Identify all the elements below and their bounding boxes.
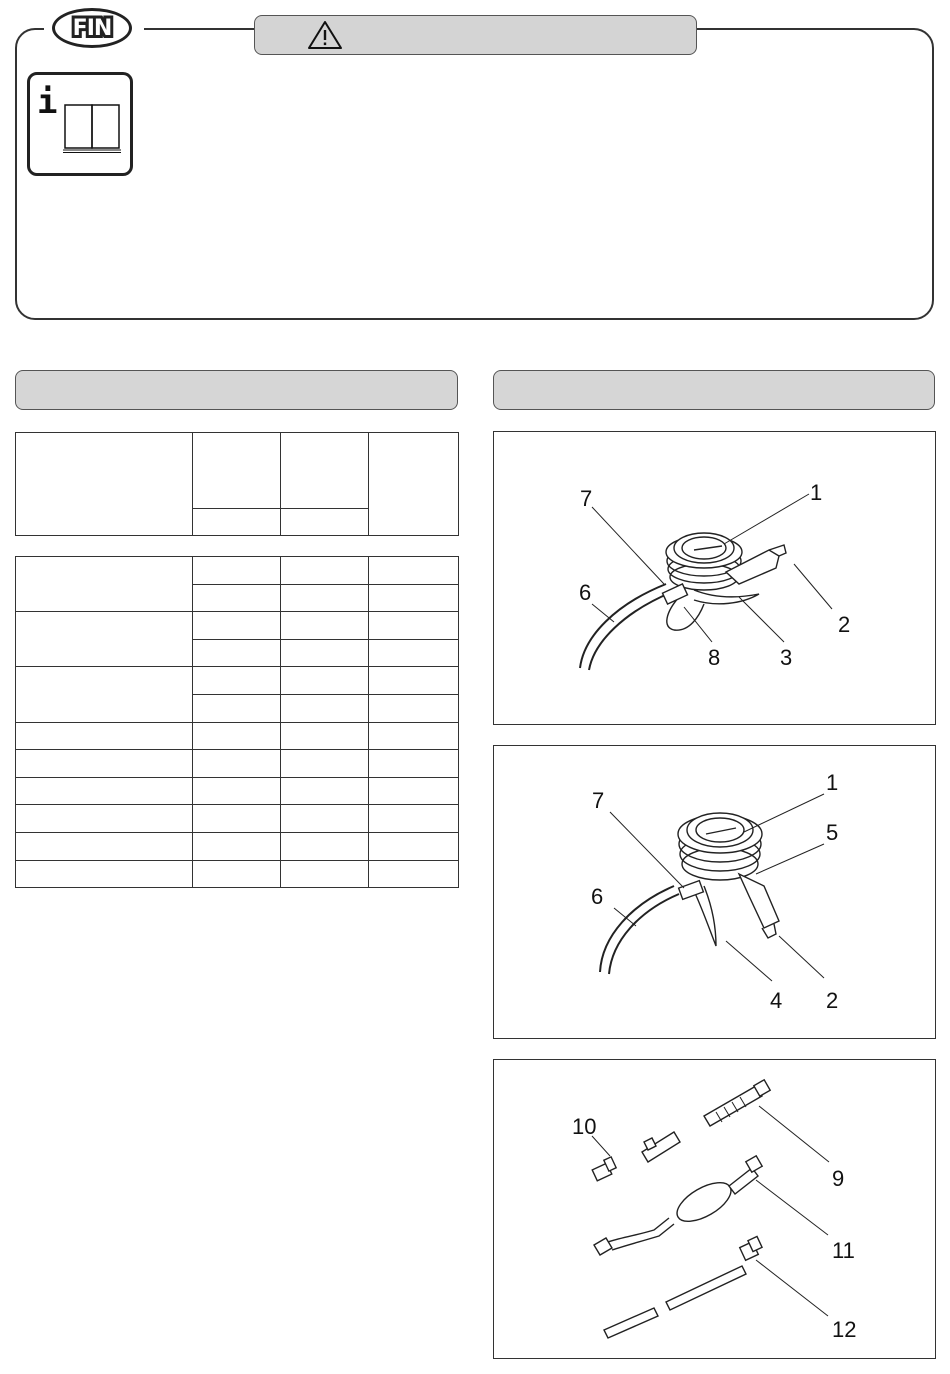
- table-cell: [281, 639, 369, 667]
- table-cell: [369, 584, 459, 612]
- table-cell: [369, 557, 459, 585]
- callout-label: 7: [580, 486, 593, 511]
- inflator-gun-a-drawing: [494, 432, 935, 724]
- table-cell: [16, 557, 193, 612]
- inflator-gun-b-drawing: [494, 746, 935, 1038]
- table-cell: [281, 777, 369, 805]
- table-cell: [369, 750, 459, 778]
- table-cell: [281, 860, 369, 888]
- table-cell: [193, 777, 281, 805]
- table-cell: [16, 832, 193, 860]
- info-manual-icon: [27, 72, 133, 176]
- callout-label: 1: [826, 770, 839, 795]
- table-cell: [16, 777, 193, 805]
- section-header-right: [493, 370, 935, 410]
- spec-table-header: [15, 432, 459, 536]
- table-cell: [369, 694, 459, 722]
- table-cell: [16, 750, 193, 778]
- table-cell: [16, 612, 193, 667]
- table-header-cell: [193, 509, 281, 536]
- table-cell: [281, 805, 369, 833]
- table-cell: [193, 694, 281, 722]
- spec-table-body: [15, 556, 459, 888]
- table-cell: [369, 612, 459, 640]
- table-cell: [16, 722, 193, 750]
- table-cell: [193, 860, 281, 888]
- table-cell: [281, 750, 369, 778]
- callout-label: 6: [579, 580, 592, 605]
- table-cell: [281, 722, 369, 750]
- table-cell: [193, 557, 281, 585]
- table-cell: [369, 777, 459, 805]
- table-row: [16, 722, 459, 750]
- table-cell: [193, 667, 281, 695]
- callout-label: 6: [591, 884, 604, 909]
- table-row: [16, 612, 459, 640]
- language-badge: [52, 8, 132, 48]
- table-cell: [193, 805, 281, 833]
- table-cell: [369, 805, 459, 833]
- callout-label: 7: [592, 788, 605, 813]
- table-cell: [281, 612, 369, 640]
- callouts-figure-2: [591, 770, 838, 1013]
- language-code: FIN: [72, 15, 112, 41]
- table-cell: [369, 722, 459, 750]
- table-header-cell: [16, 433, 193, 536]
- callout-label: 2: [826, 988, 839, 1013]
- table-cell: [281, 557, 369, 585]
- table-header-cell: [369, 433, 459, 536]
- section-header-left: [15, 370, 458, 410]
- table-cell: [193, 832, 281, 860]
- accessories-drawing: [494, 1060, 935, 1358]
- table-cell: [193, 612, 281, 640]
- figure-accessories: [493, 1059, 936, 1359]
- table-cell: [193, 750, 281, 778]
- table-row: [16, 805, 459, 833]
- callout-label: 4: [770, 988, 783, 1013]
- callout-label: 5: [826, 820, 839, 845]
- table-header-cell: [281, 433, 369, 509]
- callout-label: 11: [832, 1238, 855, 1263]
- callout-label: 10: [572, 1114, 597, 1139]
- table-cell: [369, 667, 459, 695]
- table-row: [16, 832, 459, 860]
- callouts-figure-3: [572, 1114, 856, 1342]
- callout-label: 1: [810, 480, 823, 505]
- warning-frame: [15, 28, 934, 320]
- table-cell: [281, 694, 369, 722]
- table-cell: [369, 832, 459, 860]
- callout-label: 3: [780, 645, 793, 670]
- table-cell: [281, 832, 369, 860]
- table-header-cell: [193, 433, 281, 509]
- warning-triangle-icon: [306, 19, 344, 51]
- table-cell: [193, 584, 281, 612]
- table-row: [16, 750, 459, 778]
- table-cell: [369, 639, 459, 667]
- table-cell: [16, 805, 193, 833]
- svg-text:i: i: [37, 82, 58, 122]
- table-cell: [16, 860, 193, 888]
- table-cell: [193, 722, 281, 750]
- table-row: [16, 667, 459, 695]
- table-row: [16, 557, 459, 585]
- callout-label: 12: [832, 1317, 857, 1342]
- callout-label: 8: [708, 645, 721, 670]
- table-row: [16, 777, 459, 805]
- callout-label: 9: [832, 1166, 845, 1191]
- callout-label: 2: [838, 612, 851, 637]
- table-header-cell: [281, 509, 369, 536]
- table-cell: [193, 639, 281, 667]
- table-row: [16, 860, 459, 888]
- table-cell: [281, 584, 369, 612]
- table-cell: [369, 860, 459, 888]
- table-cell: [281, 667, 369, 695]
- figure-inflator-gun-a: [493, 431, 936, 725]
- figure-inflator-gun-b: [493, 745, 936, 1039]
- table-cell: [16, 667, 193, 722]
